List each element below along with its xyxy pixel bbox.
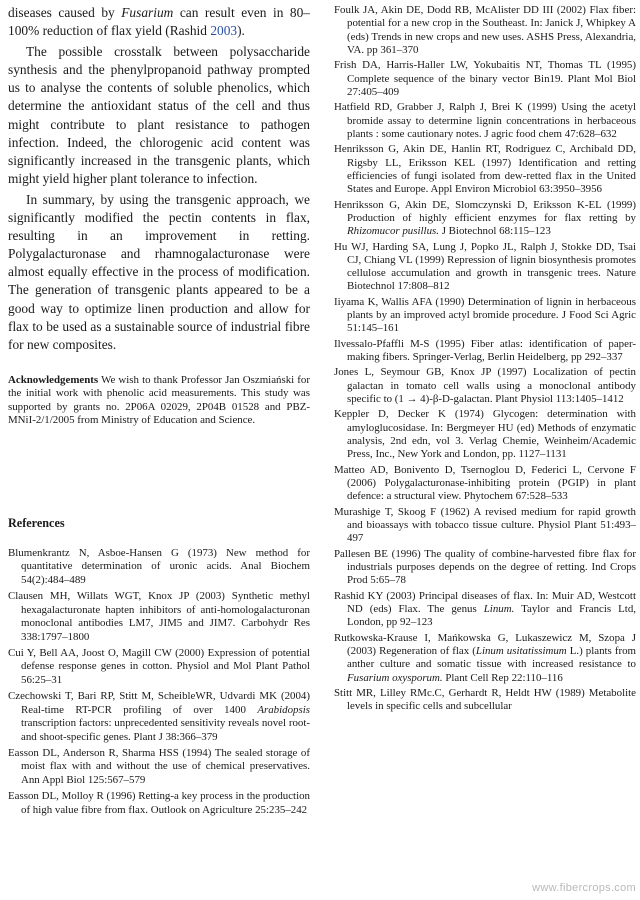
reference-entry xyxy=(8,690,310,744)
reference-entry xyxy=(334,4,636,57)
text-run: Cui Y, Bell AA, Joost O, Magill CW (2000) Expression of potential defense response genes in cotton. Physiol and Mol Plant Pathol 56:25–31 xyxy=(8,646,310,686)
italic-text: Arabidopsis xyxy=(257,703,310,716)
reference-entry xyxy=(334,590,636,630)
text-run: Iiyama K, Wallis AFA (1990) Determination of lignin in herbaceous plants by an improved actyl bromide procedure. J Food Sci Agric 51:145–161 xyxy=(334,295,636,335)
italic-text: Linum usitatissimum xyxy=(475,644,567,657)
text-run: Easson DL, Molloy R (1996) Retting-a key process in the production of high value fibre from flax. Outlook on Agriculture 25:235–242 xyxy=(8,790,310,816)
text-run: Frish DA, Harris-Haller LW, Yokubaitis NT, Thomas TL (1995) Complete sequence of the binary vector Bin19. Plant Mol Biol 27:405–409 xyxy=(334,59,636,98)
text-run: Stitt MR, Lilley RMc.C, Gerhardt R, Heldt HW (1989) Metabolite levels in specific cells and subcellular xyxy=(334,686,636,713)
text-run: Hatfield RD, Grabber J, Ralph J, Brei K (1999) Using the acetyl bromide assay to determine lignin concentrations in herbaceous plants : some cautionary notes. J agric food chem 47:628–632 xyxy=(334,101,636,140)
text-run: can result even in 80–100% reduction of flax yield (Rashid xyxy=(8,5,310,39)
text-run: Rutkowska-Krause I, Mańkowska G, Lukaszewicz M, Szopa J (2003) Regeneration of flax ( xyxy=(334,631,636,657)
body-text xyxy=(8,4,310,354)
reference-entry xyxy=(8,790,310,817)
reference-entry xyxy=(334,143,636,196)
reference-entry xyxy=(8,590,310,644)
reference-entry xyxy=(334,59,636,99)
body-paragraph xyxy=(8,43,310,188)
text-run: Czechowski T, Bari RP, Stitt M, ScheibleWR, Udvardi MK (2004) Real-time RT-PCR profiling of over 1400 xyxy=(8,690,310,716)
text-run: Easson DL, Anderson R, Sharma HSS (1994) The sealed storage of moist flax with and without the use of chemical preservatives. Ann Appl Biol 125:567–579 xyxy=(8,746,310,786)
reference-entry xyxy=(8,547,310,588)
reference-entry xyxy=(334,101,636,141)
text-run: Rashid KY (2003) Principal diseases of flax. In: Muir AD, Westcott ND (eds) Flax. The genus xyxy=(334,589,636,615)
body-paragraph xyxy=(8,4,310,40)
reference-entry xyxy=(334,241,636,294)
reference-entry xyxy=(334,632,636,685)
text-run: Henriksson G, Akin DE, Hanlin RT, Rodriguez C, Archibald DD, Rigsby LL, Eriksson KEL (1997) Identification and retting efficiencies of fungi isolated from dew-retted flax in the United States and Europe. Appl Environ Microbiol 63:3950–3956 xyxy=(334,143,636,196)
right-column xyxy=(334,4,636,716)
text-run: J Biotechnol 68:115–123 xyxy=(438,225,551,238)
reference-list-left xyxy=(8,547,310,817)
acknowledgements-label: Acknowledgements xyxy=(8,373,99,386)
text-run: The possible crosstalk between polysaccharide synthesis and the phenylpropanoid pathway prompted us to analyse the contents of soluble phenolics, which determine the antioxidant status of the cell and thus might contribute to plant resistance to pathogen infection. Indeed, the chlorogenic acid content was significantly increased in the transgenic plants, which might yield higher plant tolerance to infection. xyxy=(8,44,310,186)
text-run: In summary, by using the transgenic approach, we significantly modified the pectin contents in flax, resulting in an improvement in retting. Polygalacturonase and rhamnogalacturonase were almost equally effective in the process of modification. The generation of transgenic plants appeared to be a good way to optimize linen production and allow for flax to be used as a sustainable source of industrial fibre for new composites. xyxy=(8,191,310,352)
text-run: Blumenkrantz N, Asboe-Hansen G (1973) New method for quantitative determination of uronic acids. Anal Biochem 54(2):484–489 xyxy=(8,546,310,586)
text-run: ). xyxy=(237,23,245,39)
reference-list-right xyxy=(334,4,636,714)
left-column xyxy=(8,4,310,820)
text-run: Ilvessalo-Pfaffli M-S (1995) Fiber atlas: identification of paper-making fibers. Springer-Verlag, Berlin Heidelberg, pp 292–337 xyxy=(334,337,636,364)
reference-entry xyxy=(334,506,636,546)
text-run: Taylor and Francis Ltd, London, pp 92–123 xyxy=(347,602,637,629)
text-run: L.) plants from anther culture and somatic tissue with increased resistance to xyxy=(347,644,636,671)
acknowledgements-text: We wish to thank Professor Jan Oszmiański for the initial work with phenolic acid measurements. This study was supported by grants no. 2P06A 02029, 2P04B 01528 and PBZ-MNiI-2/1/2005 from Ministry of Education and Science. xyxy=(8,373,310,427)
reference-entry xyxy=(334,296,636,336)
text-run: Henriksson G, Akin DE, Slomczynski D, Eriksson K-EL (1999) Production of highly efficient enzymes for flax retting by xyxy=(334,198,636,224)
italic-text: Fusarium xyxy=(121,5,174,20)
body-paragraph xyxy=(8,191,310,354)
reference-entry xyxy=(334,366,636,406)
text-run: Clausen MH, Willats WGT, Knox JP (2003) Synthetic methyl hexagalacturonate hapten inhibitors of anti-homologalacturonan monoclonal antibodies LM7, JIM5 and JIM7. Carbohydr Res 338:1797–1800 xyxy=(8,590,310,643)
reference-entry xyxy=(334,687,636,714)
references-heading: References xyxy=(8,515,65,530)
text-run: Foulk JA, Akin DE, Dodd RB, McAlister DD III (2002) Flax fiber: potential for a new crop in the Southeast. In: Janick J, Whipkey A (eds) Trends in new crops and new uses. ASHS Press, Alexandria, VA. pp 361–370 xyxy=(334,4,636,56)
text-run: transcription factors: unprecedented sensitivity reveals novel root- and shoot-specific genes. Plant J 38:366–379 xyxy=(21,717,310,743)
text-run: Keppler D, Decker K (1974) Glycogen: determination with amyloglucosidase. In: Bergmeyer HU (ed) Methods of enzymatic analysis, 2nd edn, vol 3. Verlag Chemie, Weinheim/Academic Press, Inc., New York and London, pp. 1127–1131 xyxy=(334,408,636,461)
reference-entry xyxy=(334,548,636,588)
text-run: Plant Cell Rep 22:110–116 xyxy=(442,671,563,684)
text-run: Jones L, Seymour GB, Knox JP (1997) Localization of pectin galactan in tomato cell walls using a monoclonal antibody specific to (1 → 4)-β-D-galactan. Plant Physiol 113:1405–1412 xyxy=(334,366,636,406)
italic-text: Linum. xyxy=(483,602,515,615)
text-run: diseases caused by xyxy=(8,5,122,20)
italic-text: Fusarium oxysporum. xyxy=(347,671,443,684)
text-run: Hu WJ, Harding SA, Lung J, Popko JL, Ralph J, Stokke DD, Tsai CJ, Chiang VL (1999) Repression of lignin biosynthesis promotes cellulose accumulation and growth in transgenic trees. Nature Biotechnol 17:808–812 xyxy=(334,240,636,293)
text-run: Pallesen BE (1996) The quality of combine-harvested fibre flax for industrials purposes depends on the degree of retting. Ind Crops Prod 5:65–78 xyxy=(334,547,636,587)
acknowledgements xyxy=(8,374,310,428)
reference-entry xyxy=(8,647,310,688)
watermark-text: www.fibercrops.com xyxy=(532,882,636,894)
text-run: Matteo AD, Bonivento D, Tsernoglou D, Federici L, Cervone F (2006) Polygalacturonase-inhibiting protein (PGIP) in plant defence: a structural view. Phytochem 67:528–533 xyxy=(334,463,636,503)
italic-text: Rhizomucor pusillus. xyxy=(347,225,439,238)
reference-entry xyxy=(334,464,636,504)
text-run: Murashige T, Skoog F (1962) A revised medium for rapid growth and bioassays with tobacco tissue culture. Physiol Plant 51:493–497 xyxy=(334,505,636,545)
reference-entry xyxy=(334,408,636,461)
reference-entry xyxy=(334,199,636,239)
citation-link[interactable]: 2003 xyxy=(210,23,238,39)
reference-entry xyxy=(8,747,310,788)
reference-entry xyxy=(334,338,636,365)
